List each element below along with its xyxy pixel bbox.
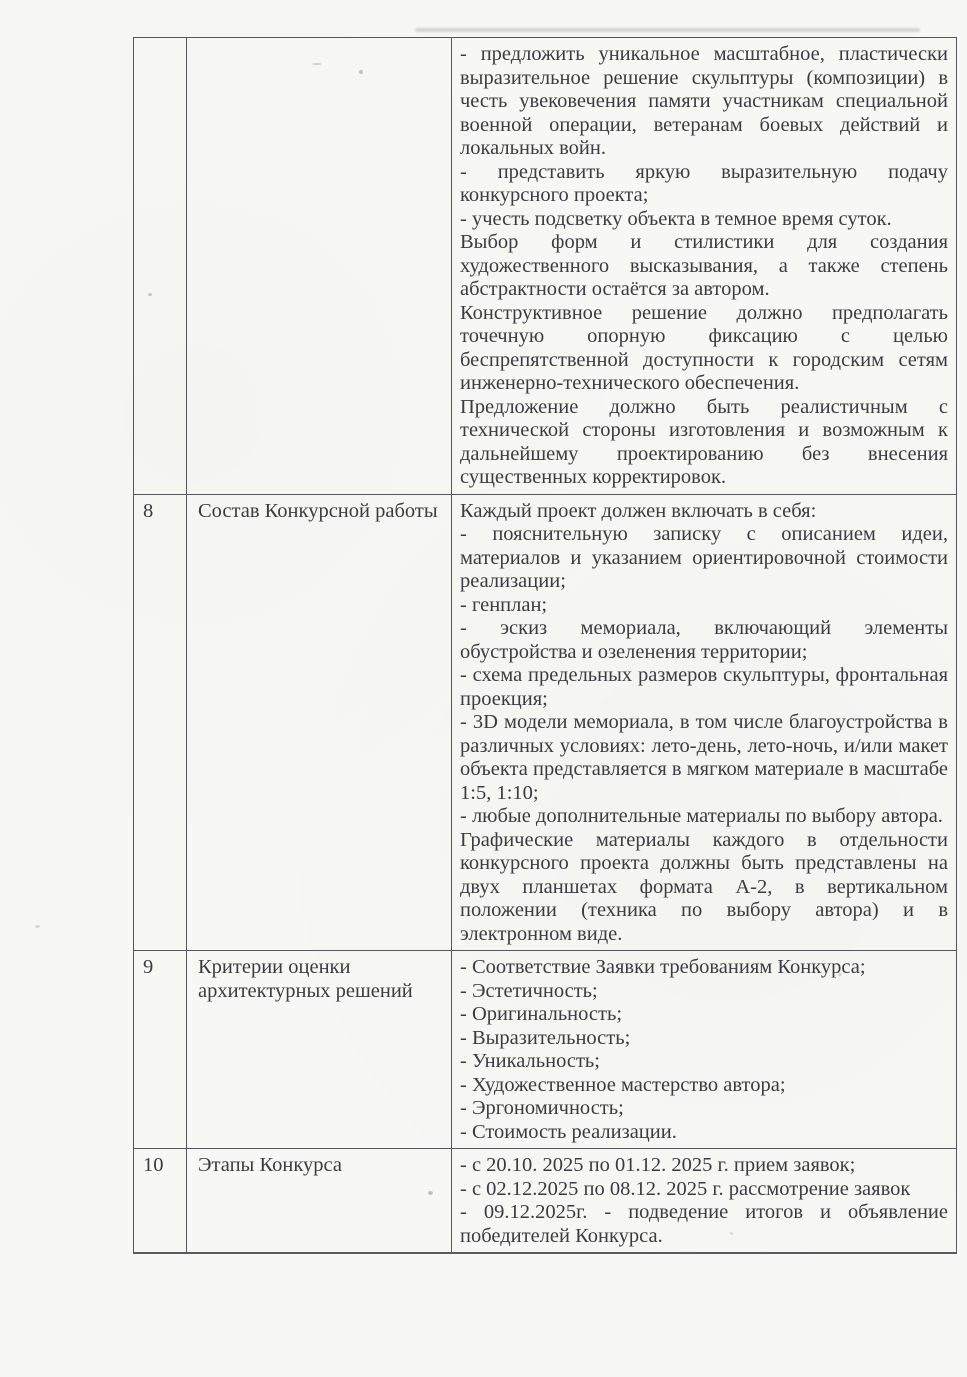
content-paragraph: - 3D модели мемориала, в том числе благоустройства в различных условиях: лето-день, лето-ночь, и/или макет объекта представляется в мягком материале в масштабе 1:5, 1:10; (460, 711, 948, 804)
content-paragraph: - Художественное мастерство автора; (460, 1073, 786, 1096)
row-label-cell (187, 38, 452, 494)
content-paragraph: - 09.12.2025г. - подведение итогов и объявление победителей Конкурса. (460, 1201, 948, 1247)
row-label-cell (187, 951, 452, 1148)
content-paragraph: Предложение должно быть реалистичным с технической стороны изготовления и возможным к дальнейшему проектированию без внесения существенных корректировок. (460, 395, 948, 488)
row-label-cell (187, 495, 452, 951)
content-paragraph: - эскиз мемориала, включающий элементы обустройства и озеленения территории; (460, 617, 948, 663)
table-row-10 (134, 1148, 956, 1252)
content-paragraph: Конструктивное решение должно предполагать точечную опорную фиксацию с целью беспрепятственной доступности к городским сетям инженерно-технического обеспечения. (460, 301, 948, 394)
content-paragraph: - Оригинальность; (460, 1003, 623, 1025)
row-number-cell (134, 951, 187, 1148)
row-label: Критерии оценки архитектурных решений (198, 956, 413, 1002)
content-paragraph: - Эргономичность; (460, 1097, 624, 1119)
content-paragraph: Каждый проект должен включать в себя: (460, 499, 817, 522)
table-row-8 (134, 494, 956, 951)
scan-artifact-speck (35, 925, 40, 928)
row-number: 8 (143, 499, 154, 522)
table-row-9 (134, 950, 956, 1148)
content-paragraph: - любые дополнительные материалы по выбору автора. (460, 805, 943, 827)
row-label-cell (187, 1149, 452, 1252)
row-label: Состав Конкурсной работы (198, 499, 438, 522)
competition-terms-table (133, 37, 957, 1254)
content-paragraph: - Соответствие Заявки требованиям Конкурса; (460, 956, 866, 978)
content-paragraph: - Стоимость реализации. (460, 1120, 677, 1143)
content-paragraph: - генплан; (460, 593, 548, 616)
row-content-cell (452, 38, 956, 494)
content-paragraph: - с 02.12.2025 по 08.12. 2025 г. рассмотрение заявок (460, 1177, 911, 1200)
content-paragraph: - предложить уникальное масштабное, пластически выразительное решение скульптуры (композиции) в честь увековечения памяти участникам специальной военной операции, ветеранам боевых действий и локальных войн. (460, 43, 948, 159)
content-paragraph: - Уникальность; (460, 1050, 600, 1072)
row-number: 10 (143, 1154, 164, 1176)
content-paragraph: Графические материалы каждого в отдельности конкурсного проекта должны быть представлены на двух планшетах формата А-2, в вертикальном положении (техника по выбору автора) и в электронном виде. (460, 828, 948, 945)
content-paragraph: - Эстетичность; (460, 979, 598, 1002)
row-content-cell (452, 1149, 956, 1252)
row-content-cell (452, 951, 956, 1148)
row-label: Этапы Конкурса (198, 1154, 342, 1176)
scan-artifact-smudge (415, 28, 920, 32)
content-paragraph: - Выразительность; (460, 1026, 631, 1049)
content-paragraph: - с 20.10. 2025 по 01.12. 2025 г. прием заявок; (460, 1154, 856, 1176)
row-content-cell (452, 495, 956, 951)
content-paragraph: Выбор форм и стилистики для создания художественного высказывания, а также степень абстрактности остаётся за автором. (460, 231, 948, 300)
content-paragraph: - пояснительную записку с описанием идеи, материалов и указанием ориентировочной стоимости реализации; (460, 523, 948, 592)
row-number-cell (134, 1149, 187, 1252)
row-number-cell (134, 38, 187, 494)
content-paragraph: - учесть подсветку объекта в темное время суток. (460, 207, 892, 230)
row-number-cell (134, 495, 187, 951)
content-paragraph: - представить яркую выразительную подачу конкурсного проекта; (460, 160, 948, 206)
row-number: 9 (143, 956, 154, 978)
table-row-continuation (134, 38, 956, 494)
content-paragraph: - схема предельных размеров скульптуры, фронтальная проекция; (460, 664, 948, 710)
